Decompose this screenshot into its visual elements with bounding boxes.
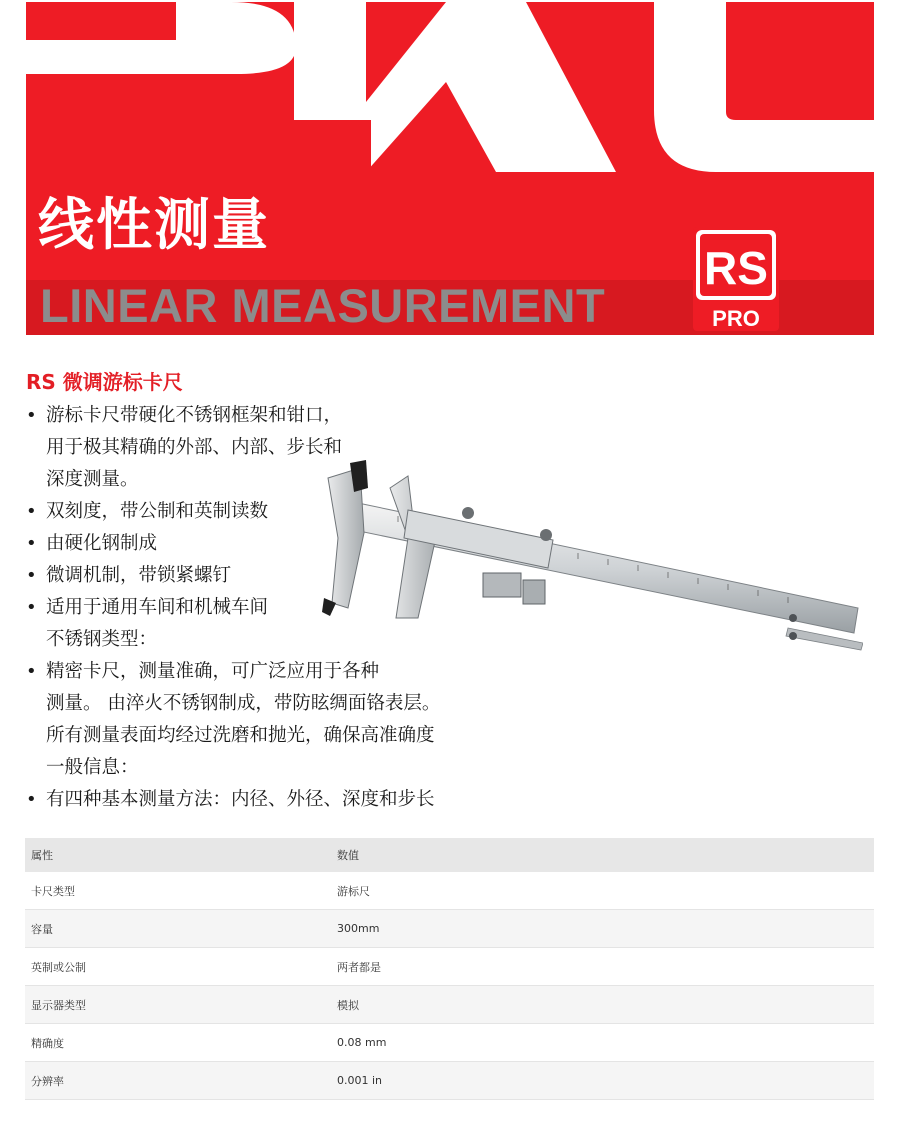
feature-text: • 适用于通用车间和机械车间 xyxy=(46,597,269,618)
value-cell: 0.001 in xyxy=(331,1062,874,1100)
feature-text: • 双刻度，带公制和英制读数 xyxy=(46,501,269,522)
attribute-cell: 英制或公制 xyxy=(25,948,331,986)
feature-text: 所有测量表面均经过洗磨和抛光，确保高准确度 xyxy=(46,725,435,746)
table-row xyxy=(25,1062,874,1100)
feature-text: 一般信息： xyxy=(46,757,139,778)
value-cell: 0.08 mm xyxy=(331,1024,874,1062)
rs-pro-logo xyxy=(693,227,779,331)
banner-title-en: LINEAR MEASUREMENT xyxy=(40,279,606,332)
feature-text: 用于极其精确的外部、内部、步长和 xyxy=(46,437,343,458)
table-row xyxy=(25,948,874,986)
feature-text: • 精密卡尺，测量准确，可广泛应用于各种 xyxy=(46,661,380,682)
feature-text: • 由硬化钢制成 xyxy=(46,533,158,554)
attribute-cell: 卡尺类型 xyxy=(25,872,331,910)
feature-text: • 游标卡尺带硬化不锈钢框架和钳口， xyxy=(46,405,343,426)
attribute-cell: 显示器类型 xyxy=(25,986,331,1024)
header-banner xyxy=(26,2,874,335)
table-row xyxy=(25,1024,874,1062)
product-title: RS 微调游标卡尺 xyxy=(26,370,183,394)
table-row xyxy=(25,910,874,948)
table-row xyxy=(25,986,874,1024)
svg-text:RS: RS xyxy=(704,242,768,294)
value-cell: 300mm xyxy=(331,910,874,948)
value-cell: 两者都是 xyxy=(331,948,874,986)
attribute-cell: 容量 xyxy=(25,910,331,948)
banner-title-cn: 线性测量 xyxy=(38,193,270,258)
feature-text: • 有四种基本测量方法：内径、外径、深度和步长 xyxy=(46,789,435,810)
spec-table-header xyxy=(25,838,874,872)
header-value: 数值 xyxy=(331,838,874,872)
feature-text: • 微调机制，带锁紧螺钉 xyxy=(46,565,232,586)
feature-item xyxy=(26,656,546,784)
value-cell: 游标尺 xyxy=(331,872,874,910)
feature-item xyxy=(26,784,546,816)
svg-text:PRO: PRO xyxy=(712,306,760,331)
attribute-cell: 精确度 xyxy=(25,1024,331,1062)
feature-text: 深度测量。 xyxy=(46,469,139,490)
value-cell: 模拟 xyxy=(331,986,874,1024)
attribute-cell: 分辨率 xyxy=(25,1062,331,1100)
table-row xyxy=(25,872,874,910)
vernier-caliper-image xyxy=(318,458,863,658)
header-attribute: 属性 xyxy=(25,838,331,872)
spec-table xyxy=(25,838,874,1100)
feature-text: 不锈钢类型： xyxy=(46,629,158,650)
feature-text: 测量。 由淬火不锈钢制成，带防眩绸面铬表层。 xyxy=(46,693,441,714)
